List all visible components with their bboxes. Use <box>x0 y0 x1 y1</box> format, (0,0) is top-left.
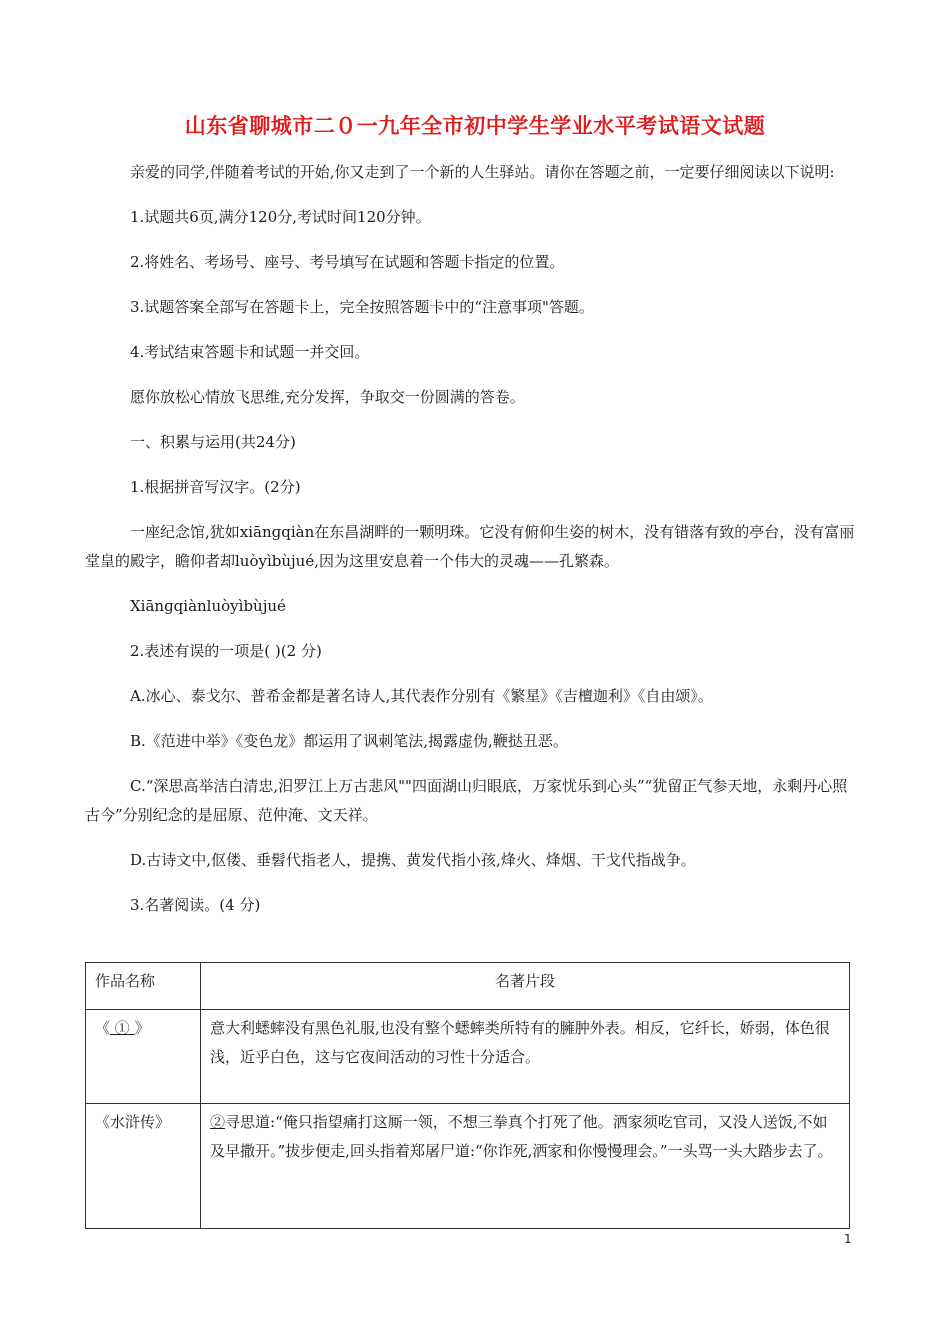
question-1-stem: 1.根据拼音写汉字。(2分) <box>130 478 301 496</box>
question-3-stem: 3.名著阅读。(4 分) <box>130 896 261 914</box>
header-work-name: 作品名称 <box>86 963 201 1010</box>
table-header-row <box>86 963 850 1010</box>
answer-blank-2: ② <box>210 1113 226 1131</box>
intro-paragraph: 亲爱的同学,伴随着考试的开始,你又走到了一个新的人生驿站。请你在答题之前，一定要仔细阅读以下说明: <box>130 163 835 181</box>
question-2-option-b: B.《范进中举》《变色龙》都运用了讽刺笔法,揭露虚伪,鞭挞丑恶。 <box>130 732 568 750</box>
answer-blank-1: ① <box>114 1019 130 1037</box>
excerpt-text: 寻思道:“俺只指望痛打这厮一领，不想三拳真个打死了他。洒家须吃官司，又没人送饭,不如及早撒开。”拔步便走,回头指着郑屠尸道:“你诈死,洒家和你慢慢理会。”一头骂一头大踏步去了。 <box>210 1113 833 1160</box>
instruction-3: 3.试题答案全部写在答题卡上，完全按照答题卡中的“注意事项"答题。 <box>130 298 594 316</box>
book-mark-open: 《 <box>95 1019 111 1037</box>
book-mark-close: 》 <box>134 1019 150 1037</box>
question-1-passage: 一座纪念馆,犹如xiānɡqiàn在东昌湖畔的一颗明珠。它没有俯仰生姿的树木，没有错落有致的亭台，没有富丽堂皇的殿字，瞻仰者却luòyìbùjué,因为这里安息着一个伟大的灵魂——孔繁森。 <box>85 523 855 570</box>
work-name-cell <box>86 1010 201 1104</box>
question-2-option-c: C.“深思高举洁白清忠,汨罗江上万古悲风""四面湖山归眼底，万家忧乐到心头”“犹留正气参天地，永剩丹心照古今”分别纪念的是屈原、范仲淹、文天祥。 <box>85 777 848 824</box>
table-row <box>86 1010 850 1104</box>
page-number: 1 <box>844 1232 852 1246</box>
instruction-2: 2.将姓名、考场号、座号、考号填写在试题和答题卡指定的位置。 <box>130 253 565 271</box>
encouragement: 愿你放松心情放飞思维,充分发挥，争取交一份圆满的答卷。 <box>130 388 525 406</box>
excerpt-cell <box>201 1104 850 1229</box>
question-2-option-a: A.冰心、泰戈尔、普希金都是著名诗人,其代表作分别有《繁星》《吉檀迦利》《自由颂》。 <box>130 687 713 705</box>
question-2-stem: 2.表述有误的一项是( )(2 分) <box>130 642 322 660</box>
section-heading: 一、积累与运用(共24分) <box>130 433 296 451</box>
exam-body <box>85 158 855 920</box>
works-table <box>85 962 850 1229</box>
page-title: 山东省聊城市二０一九年全市初中学生学业水平考试语文试题 <box>184 113 766 138</box>
instruction-4: 4.考试结束答题卡和试题一并交回。 <box>130 343 370 361</box>
work-name-cell: 《水浒传》 <box>86 1104 201 1229</box>
instruction-1: 1.试题共6页,满分120分,考试时间120分钟。 <box>130 208 431 226</box>
question-1-pinyin: Xiānɡqiànluòyìbùjué <box>130 597 286 615</box>
table-row <box>86 1104 850 1229</box>
excerpt-cell: 意大利蟋蟀没有黑色礼服,也没有整个蟋蟀类所特有的臃肿外表。相反，它纤长，娇弱，体色很浅，近乎白色，这与它夜间活动的习性十分适合。 <box>201 1010 850 1104</box>
header-excerpt: 名著片段 <box>201 963 850 1010</box>
question-2-option-d: D.古诗文中,伛偻、垂髫代指老人，提携、黄发代指小孩,烽火、烽烟、干戈代指战争。 <box>130 851 696 869</box>
